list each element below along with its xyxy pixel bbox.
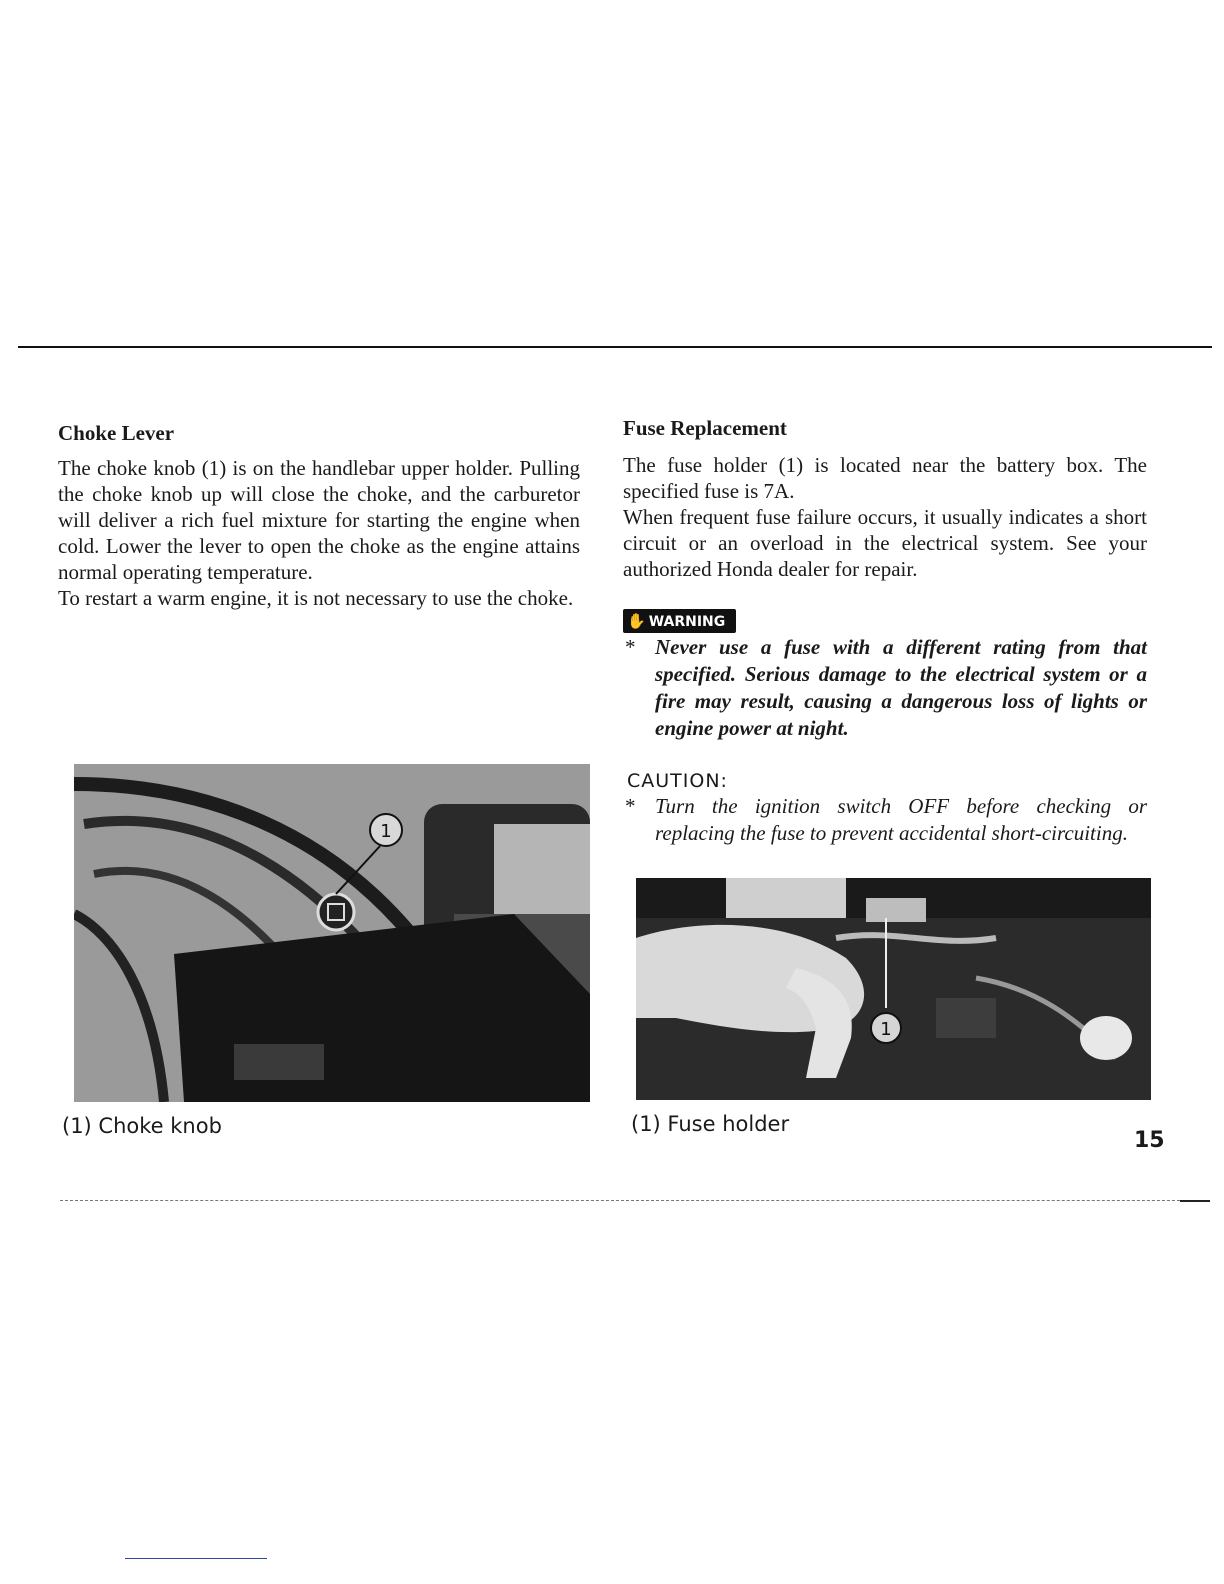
choke-knob-caption: (1) Choke knob xyxy=(62,1114,222,1138)
footer-line xyxy=(125,1558,267,1559)
caution-item xyxy=(623,793,1147,877)
choke-paragraph-1: The choke knob (1) is on the handlebar upper holder. Pulling the choke knob up will close the choke, and the carburetor will deliver a rich fuel mixture for starting the engine when cold. Lower the lever to open the choke as the engine attains normal operating temperature. xyxy=(58,456,580,584)
bottom-rule-right xyxy=(1180,1200,1210,1202)
top-rule xyxy=(18,346,1212,348)
caution-label: CAUTION: xyxy=(627,770,728,792)
choke-knob-illustration xyxy=(74,764,590,1102)
fuse-replacement-heading: Fuse Replacement xyxy=(623,416,787,440)
warning-hand-icon: ✋ xyxy=(627,612,646,630)
warning-text: Never use a fuse with a different rating from that specified. Serious damage to the electrical system or a fire may result, causing a dangerous loss of lights or engine power at night. xyxy=(655,635,1147,740)
choke-lever-heading: Choke Lever xyxy=(58,421,175,445)
choke-paragraph-2: To restart a warm engine, it is not necessary to use the choke. xyxy=(58,586,574,610)
warning-item xyxy=(623,634,1147,744)
warning-badge xyxy=(623,609,736,633)
fuse-holder-illustration xyxy=(636,878,1151,1100)
warning-label: WARNING xyxy=(648,614,726,630)
choke-knob-photo xyxy=(74,764,590,1102)
fuse-photo-callout: 1 xyxy=(880,1019,892,1040)
page-number: 15 xyxy=(1134,1128,1165,1153)
fuse-holder-caption: (1) Fuse holder xyxy=(631,1112,790,1136)
choke-photo-callout: 1 xyxy=(380,821,392,842)
fuse-paragraph-2: When frequent fuse failure occurs, it usually indicates a short circuit or an overload in the electrical system. See your authorized Honda dealer for repair. xyxy=(623,505,1147,581)
fuse-replacement-body xyxy=(623,452,1147,582)
caution-bullet: * xyxy=(625,794,636,818)
warning-bullet: * xyxy=(625,635,636,659)
fuse-holder-photo xyxy=(636,878,1151,1100)
bottom-rule xyxy=(60,1200,1210,1201)
choke-lever-body xyxy=(58,455,580,611)
fuse-paragraph-1: The fuse holder (1) is located near the battery box. The specified fuse is 7A. xyxy=(623,453,1147,503)
caution-text: Turn the ignition switch OFF before checking or replacing the fuse to prevent accidental short-circuiting. xyxy=(655,794,1147,845)
